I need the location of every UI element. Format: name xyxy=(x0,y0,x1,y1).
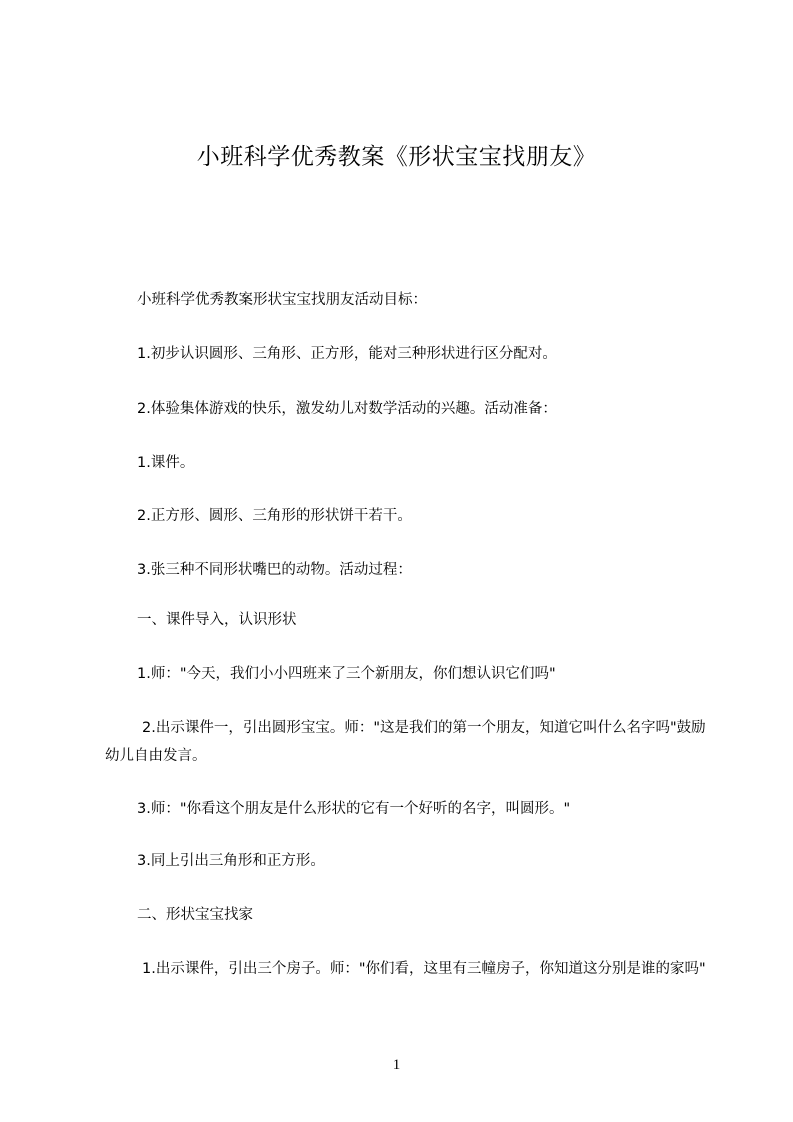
section-heading-2: 二、形状宝宝找家 xyxy=(137,907,253,923)
paragraph-preparation-2: 2.正方形、圆形、三角形的形状饼干若干。 xyxy=(137,508,412,524)
paragraph-step-4: 3.同上引出三角形和正方形。 xyxy=(137,853,325,869)
paragraph-preparation-1: 1.课件。 xyxy=(137,455,195,471)
paragraph-objectives-heading: 小班科学优秀教案形状宝宝找朋友活动目标： xyxy=(137,292,427,308)
paragraph-objective-1: 1.初步认识圆形、三角形、正方形，能对三种形状进行区分配对。 xyxy=(137,346,557,362)
document-title: 小班科学优秀教案《形状宝宝找朋友》 xyxy=(196,144,597,170)
paragraph-step-1: 1.师："今天，我们小小四班来了三个新朋友，你们想认识它们吗" xyxy=(137,666,556,682)
paragraph-preparation-3: 3.张三种不同形状嘴巴的动物。活动过程： xyxy=(137,562,412,578)
paragraph-step-2: 2.出示课件一，引出圆形宝宝。师："这是我们的第一个朋友，知道它叫什么名字吗"鼓励幼儿自由发言。 xyxy=(105,720,706,764)
paragraph-objective-2: 2.体验集体游戏的快乐，激发幼儿对数学活动的兴趣。活动准备： xyxy=(137,401,557,417)
paragraph-house-step-1: 1.出示课件，引出三个房子。师："你们看，这里有三幢房子，你知道这分别是谁的家吗" xyxy=(142,961,706,977)
section-heading-1: 一、课件导入，认识形状 xyxy=(137,612,297,628)
paragraph-step-3: 3.师："你看这个朋友是什么形状的它有一个好听的名字，叫圆形。" xyxy=(137,801,571,817)
page-number: 1 xyxy=(392,1057,401,1073)
